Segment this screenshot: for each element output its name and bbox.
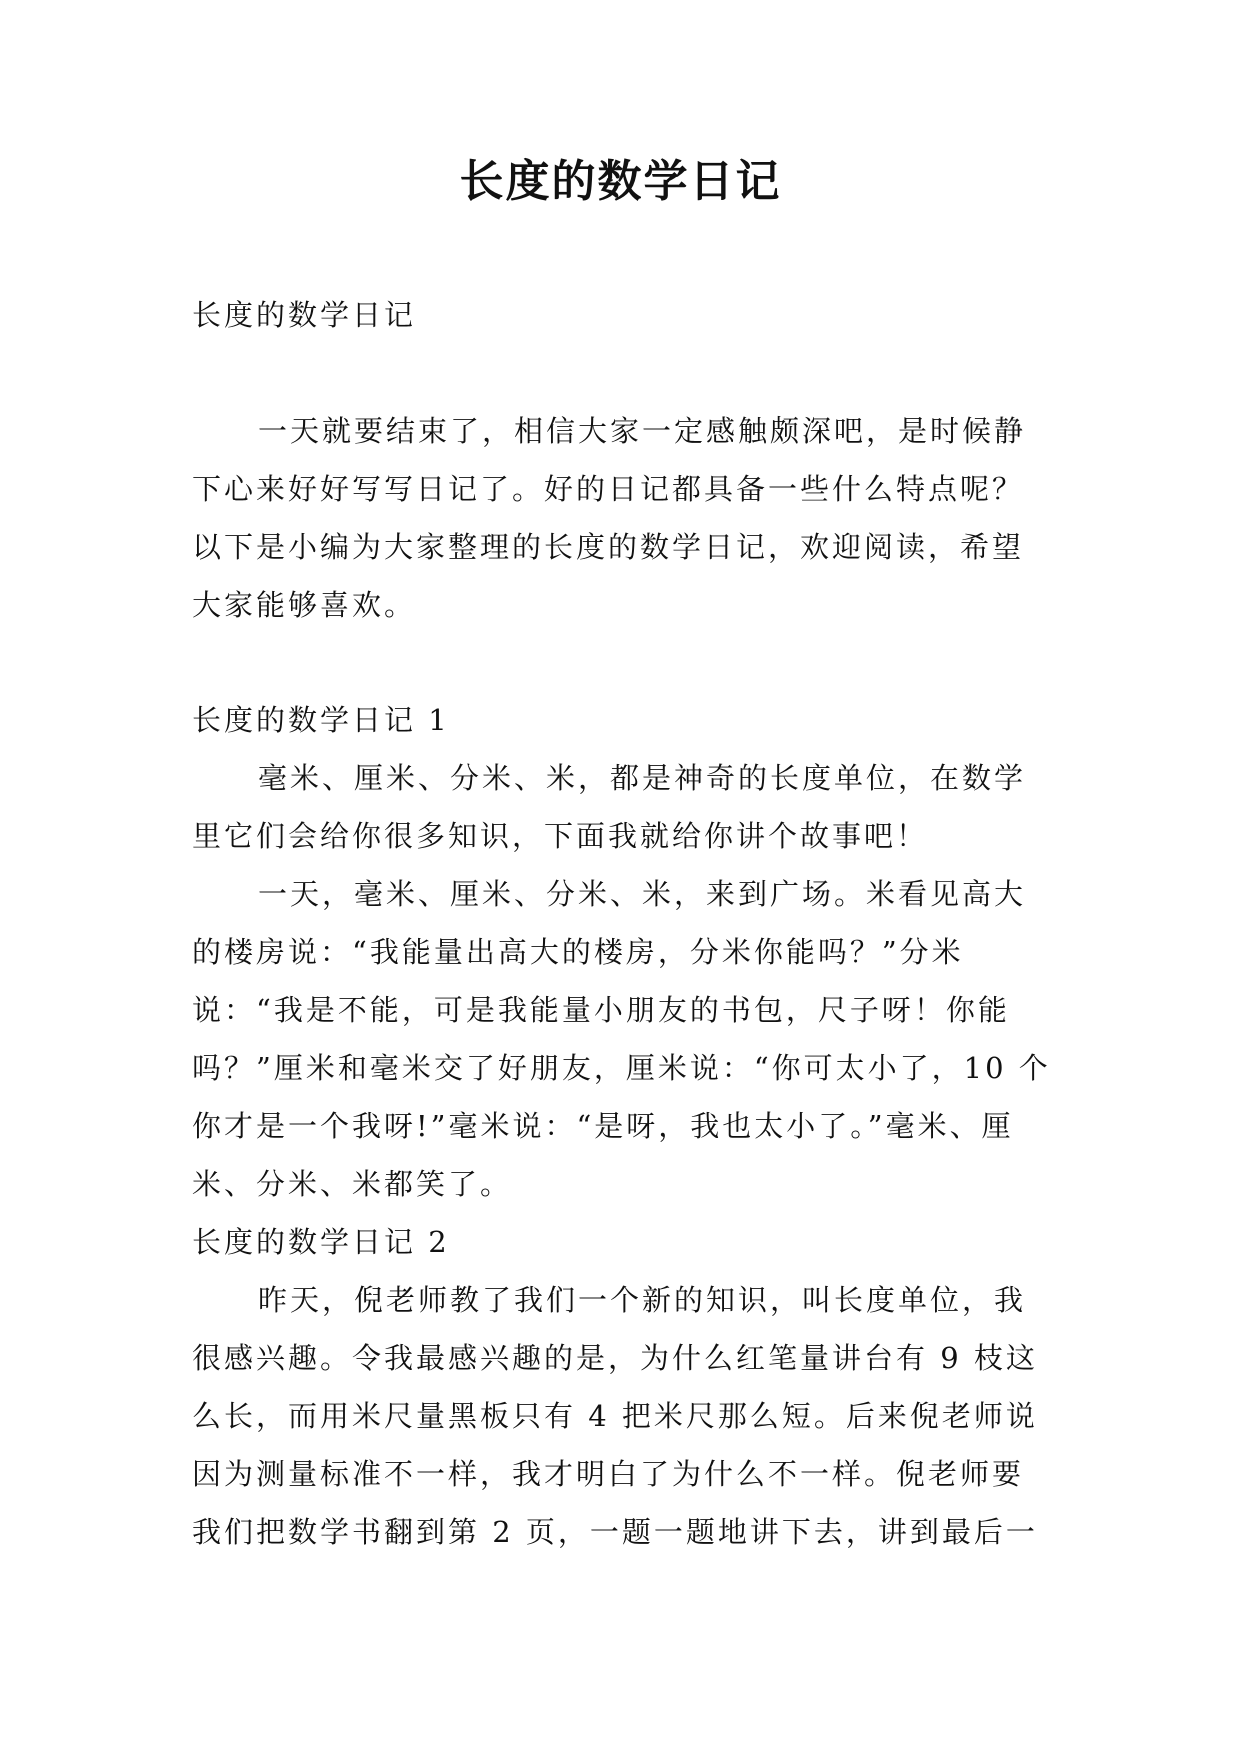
diary-section-1	[192, 691, 1052, 1213]
subtitle-text: 长度的数学日记	[192, 298, 417, 332]
diary-section-2	[192, 1213, 1052, 1561]
section-paragraph: 毫米、厘米、分米、米，都是神奇的长度单位，在数学里它们会给你很多知识，下面我就给你讲个故事吧！	[192, 761, 1027, 853]
section-paragraph: 昨天，倪老师教了我们一个新的知识，叫长度单位，我很感兴趣。令我最感兴趣的是，为什么红笔量讲台有 9 枝这么长，而用米尺量黑板只有 4 把米尺那么短。后来倪老师说因为测量标准不一样，我才明白了为什么不一样。倪老师要我们把数学书翻到第 2 页，一题一题地讲下去，讲到最后一	[192, 1283, 1038, 1549]
section-heading: 长度的数学日记 1	[192, 703, 450, 737]
section-paragraph: 一天，毫米、厘米、分米、米，来到广场。米看见高大的楼房说：“我能量出高大的楼房，分米你能吗？”分米说：“我是不能，可是我能量小朋友的书包，尺子呀！你能吗？”厘米和毫米交了好朋友，厘米说：“你可太小了，10 个你才是一个我呀!”毫米说：“是呀，我也太小了。”毫米、厘米、分米、米都笑了。	[192, 877, 1051, 1201]
intro-paragraph-block	[192, 402, 1052, 634]
document-title: 长度的数学日记	[459, 156, 782, 207]
document-subtitle	[192, 286, 1052, 344]
intro-paragraph: 一天就要结束了，相信大家一定感触颇深吧，是时候静下心来好好写写日记了。好的日记都具备一些什么特点呢？以下是小编为大家整理的长度的数学日记，欢迎阅读，希望大家能够喜欢。	[192, 414, 1027, 622]
section-heading: 长度的数学日记 2	[192, 1225, 450, 1259]
